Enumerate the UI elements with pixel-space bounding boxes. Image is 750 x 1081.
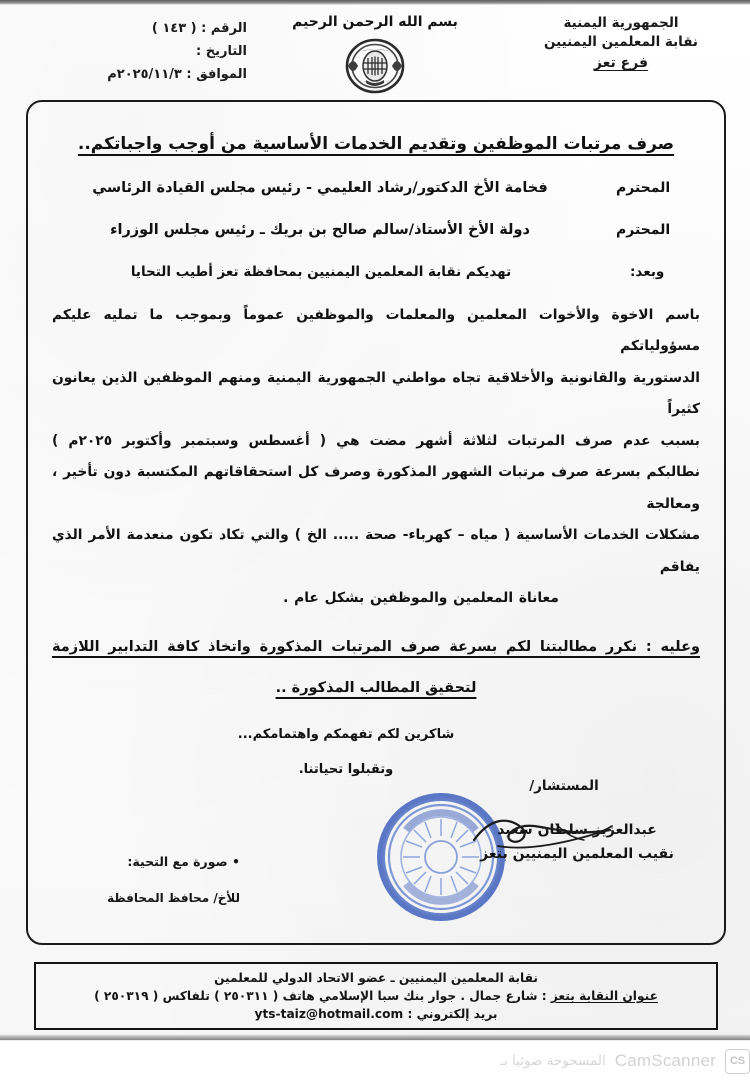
body-line-3: بسبب عدم صرف المرتبات لثلاثة أشهر مضت هي ( أغسطس وسبتمبر وأكتوبر ٢٠٢٥م ) <box>52 432 700 449</box>
body-line-6: معاناة المعلمين والموظفين بشكل عام . <box>283 590 559 607</box>
signature-name-wrapper <box>452 822 702 838</box>
footer-address-line <box>94 989 658 1003</box>
basmala-text: بسم الله الرحمن الرحيم <box>292 14 458 30</box>
demand-line-2: لتحقيق المطالب المذكورة .. <box>275 679 477 696</box>
body-line-1: باسم الاخوة والأخوات المعلمين والمعلمات والموظفين عموماً وبموجب ما تمليه عليكم مسؤولياتكم <box>52 307 700 355</box>
corresponding-date-label: الموافق : <box>186 66 247 82</box>
signature-block <box>452 778 702 862</box>
footer-email-line <box>255 1007 498 1021</box>
date-row <box>30 43 265 61</box>
corresponding-date-value: ٢٠٢٥/١١/٣م <box>107 66 182 82</box>
camscanner-arabic-caption: المسحوحة ضوئيا بـ <box>500 1053 606 1069</box>
addressee-row-2 <box>52 222 700 238</box>
letterhead-reference-block <box>30 20 265 89</box>
addressee-honorific-1: المحترم <box>616 180 671 196</box>
letter-main-paragraph <box>52 300 700 615</box>
yemen-eagle-emblem-icon <box>344 36 406 96</box>
footer-contact-box <box>34 962 718 1030</box>
country-name: الجمهورية اليمنية <box>563 15 679 31</box>
demand-line-1: وعليه : نكرر مطالبتنا لكم بسرعة صرف المرتبات المذكورة واتخاذ كافة التدابير اللازمة <box>52 638 700 655</box>
footer-address-value: : شارع جمال . جوار بنك سبا الإسلامي هاتف ( ٢٥٠٣١١ ) تلفاكس ( ٢٥٠٣١٩ ) <box>94 989 547 1003</box>
signature-name: عبدالعزيز سلطان سعيد <box>497 822 657 838</box>
date-label: التاريخ : <box>196 43 247 59</box>
reference-number-value: ١٤٣ <box>162 21 187 36</box>
body-line-4: نطالبكم بسرعة صرف مرتبات الشهور المذكورة وصرف كل استحقاقاتهم المكتسبة دون تأخير ، ومعالجة <box>52 464 700 512</box>
addressee-name-1: فخامة الأخ الدكتور/رشاد العليمي - رئيس مجلس القيادة الرئاسي <box>92 180 548 196</box>
closing-thanks: شاكرين لكم تفهمكم واهتمامكم... <box>237 727 455 743</box>
letterhead <box>0 0 750 104</box>
greeting-row <box>52 264 700 280</box>
footer-email-value[interactable]: yts-taiz@hotmail.com <box>254 1007 404 1021</box>
closing-regards: وتقبلوا تحياتنا. <box>298 762 394 778</box>
greeting-text: تهديكم نقابة المعلمين اليمنيين بمحافظة تعز أطيب التحايا <box>130 264 512 280</box>
body-line-2: الدستورية والقانونية والأخلاقية تجاه مواطني الجمهورية اليمنية ومنهم الموظفين الذين يعانون كثيراً <box>52 369 700 418</box>
camscanner-wordmark: CamScanner <box>614 1051 716 1070</box>
cc-target: للأخ/ محافظ المحافظة <box>107 891 240 905</box>
addressee-row-1 <box>52 180 700 196</box>
letter-demand-block <box>52 631 700 706</box>
letter-subject: صرف مرتبات الموظفين وتقديم الخدمات الأساسية من أوجب واجباتكم.. <box>77 134 675 154</box>
camscanner-logo-icon: CS <box>725 1049 750 1074</box>
signature-role-prefix: المستشار/ <box>529 778 599 794</box>
corresponding-date-row <box>30 66 265 84</box>
signature-zone <box>26 778 726 948</box>
greeting-after-word: وبعد: <box>630 264 665 280</box>
scan-edge-top <box>0 0 750 5</box>
letterhead-right-block <box>516 14 726 74</box>
cc-title: • صورة مع التحية: <box>127 854 240 869</box>
body-line-5: مشكلات الخدمات الأساسية ( مياه – كهرباء- صحة ..... الخ ) والتي تكاد تكون منعدمة الأمر الذي يفاقم <box>52 527 700 575</box>
footer-email-label: بريد إلكتروني : <box>407 1007 498 1021</box>
addressee-honorific-2: المحترم <box>616 222 671 238</box>
signature-title: نقيب المعلمين اليمنيين بتعز <box>480 846 674 862</box>
reference-number-close: ) <box>151 21 158 36</box>
reference-number-row <box>30 20 265 38</box>
reference-number-label: الرقم : ( <box>190 21 247 36</box>
camscanner-watermark-bar <box>0 1040 750 1081</box>
branch-name: فرع تعز <box>593 55 649 72</box>
footer-address-label: عنوان النقابة بتعز <box>550 989 658 1003</box>
organization-name: نقابة المعلمين اليمنيين <box>543 33 699 50</box>
footer-org-line: نقابة المعلمين اليمنيين ـ عضو الاتحاد الدولي للمعلمين <box>214 971 538 985</box>
addressee-name-2: دولة الأخ الأستاذ/سالم صالح بن بريك ـ رئيس مجلس الوزراء <box>110 222 530 238</box>
carbon-copy-note <box>50 854 240 905</box>
